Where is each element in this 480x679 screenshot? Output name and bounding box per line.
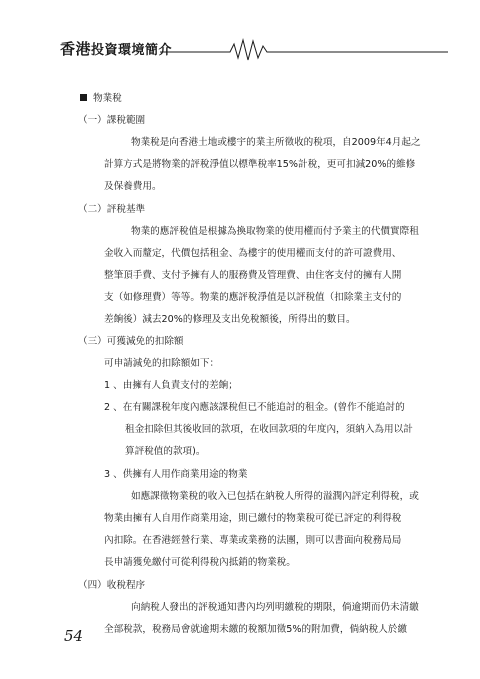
paragraph-line: 全部稅款，稅務局會就逾期未繳的稅額加徵5%的附加費，倘納稅人於繳 bbox=[104, 624, 408, 635]
section-heading bbox=[80, 88, 122, 109]
page-number: 54 bbox=[64, 627, 84, 645]
subsection-heading: （四）收稅程序 bbox=[78, 580, 146, 591]
paragraph-line: 向納稅人發出的評稅通知書內均列明繳稅的期限，倘逾期而仍未清繳 bbox=[131, 602, 419, 613]
list-item-continuation: 算評稅值的款項)。 bbox=[125, 446, 206, 457]
square-bullet-icon bbox=[80, 94, 87, 101]
paragraph-line: 差餉後）減去20%的修理及支出免稅額後，所得出的數目。 bbox=[104, 314, 356, 325]
running-header bbox=[60, 32, 448, 64]
list-item: 2 、在有關課稅年度內應該課稅但已不能追討的租金。(曾作不能追討的 bbox=[104, 402, 405, 413]
header-heartbeat-rule bbox=[60, 32, 448, 64]
paragraph-line: 物業稅是向香港土地或樓宇的業主所徵收的稅項，自2009年4月起之 bbox=[131, 137, 421, 148]
list-item-continuation: 租金扣除但其後收回的款項，在收回款項的年度內，須納入為用以計 bbox=[125, 424, 413, 435]
header-title-rest: 投資環境簡介 bbox=[91, 43, 173, 58]
paragraph-line: 長申請獲免繳付可從利得稅內抵銷的物業稅。 bbox=[104, 557, 296, 568]
paragraph-line: 如應課徵物業稅的收入已包括在納稅人所得的溢潤內評定利得稅，或 bbox=[131, 491, 419, 502]
subsection-heading: （二）評稅基準 bbox=[78, 204, 146, 215]
paragraph-line: 可申請減免的扣除額如下： bbox=[104, 358, 220, 369]
list-item: 1 、由擁有人負責支付的差餉； bbox=[104, 380, 238, 391]
paragraph-line: 金收入而釐定，代價包括租金、為樓宇的使用權而支付的許可證費用、 bbox=[104, 248, 402, 259]
list-item: 3 、供擁有人用作商業用途的物業 bbox=[104, 469, 248, 480]
paragraph-line: 支（如修理費）等等。物業的應評稅淨值是以評稅值（扣除業主支付的 bbox=[104, 292, 402, 303]
subsection-heading: （一）課稅範圍 bbox=[78, 115, 146, 126]
paragraph-line: 物業的應評稅值是根據為換取物業的使用權而付予業主的代價實際租 bbox=[131, 226, 419, 237]
header-title-big: 香港 bbox=[60, 40, 92, 58]
section-title: 物業稅 bbox=[93, 93, 122, 104]
subsection-heading: （三）可獲減免的扣除額 bbox=[78, 336, 184, 347]
paragraph-line: 及保養費用。 bbox=[104, 181, 162, 192]
paragraph-line: 整筆頂手費、支付予擁有人的服務費及管理費、由住客支付的擁有人開 bbox=[104, 270, 402, 281]
paragraph-line: 內扣除。在香港經營行業、專業或業務的法團，則可以書面向稅務局局 bbox=[104, 535, 402, 546]
paragraph-line: 物業由擁有人自用作商業用途，則已繳付的物業稅可從已評定的利得稅 bbox=[104, 513, 402, 524]
paragraph-line: 計算方式是將物業的評稅淨值以標準稅率15%計稅，更可扣減20%的維修 bbox=[104, 159, 416, 170]
